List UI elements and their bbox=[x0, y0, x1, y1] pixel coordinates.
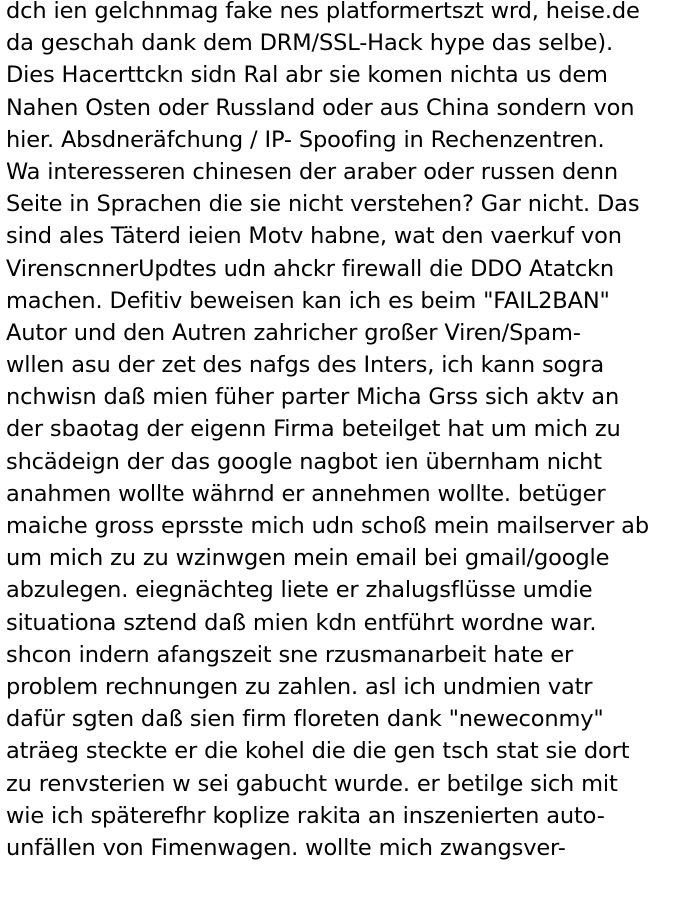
text-line: Seite in Sprachen die sie nicht verstehen? Gar nicht. Das bbox=[6, 191, 640, 218]
text-line: problem rechnungen zu zahlen. asl ich undmien vatr bbox=[6, 673, 593, 700]
text-line: maiche gross eprsste mich udn schoß mein mailserver ab bbox=[6, 513, 649, 539]
text-line: nchwisn daß mien füher parter Micha Grss sich aktv an bbox=[6, 384, 620, 411]
text-line: Wa interesseren chinesen der araber oder russen denn bbox=[6, 158, 619, 185]
text-line: zu renvsterien w sei gabucht wurde. er betilge sich mit bbox=[6, 770, 618, 797]
text-line: dafür sgten daß sien firm floreten dank "neweconmy" bbox=[6, 706, 604, 733]
text-line: wllen asu der zet des nafgs des Inters, ich kann sogra bbox=[6, 352, 605, 379]
text-line: hier. Absdneräfchung / IP- Spoofing in Rechenzentren. bbox=[6, 126, 605, 153]
text-line: da geschah dank dem DRM/SSL-Hack hype das selbe). bbox=[6, 30, 613, 57]
text-line: sind ales Täterd ieien Motv habne, wat den vaerkuf von bbox=[6, 223, 622, 250]
text-line: wie ich späterefhr koplize rakita an inszenierten auto- bbox=[6, 802, 605, 829]
document-page bbox=[6, 0, 682, 920]
text-line: der sbaotag der eigenn Firma beteilget hat um mich zu bbox=[6, 416, 621, 443]
text-line: machen. Defitiv beweisen kan ich es beim "FAIL2BAN" bbox=[6, 287, 610, 314]
text-line: shcon indern afangszeit sne rzusmanarbeit hate er bbox=[6, 641, 574, 668]
text-line: VirenscnnerUpdtes udn ahckr firewall die DDO Atatckn bbox=[6, 255, 615, 282]
text-line: Nahen Osten oder Russland oder aus China sondern von bbox=[6, 94, 635, 121]
text-line: dch ien gelchnmag fake nes platformertszt wrd, heise.de bbox=[6, 0, 640, 24]
text-line: um mich zu zu wzinwgen mein email bei gmail/google bbox=[6, 545, 610, 572]
text-line: shcädeign der das google nagbot ien übernham nicht bbox=[6, 448, 602, 475]
text-line: abzulegen. eiegnächteg liete er zhalugsflüsse umdie bbox=[6, 577, 593, 604]
text-line: anahmen wollte währnd er annehmen wollte. betüger bbox=[6, 480, 606, 507]
text-line: Dies Hacerttckn sidn Ral abr sie komen nichta us dem bbox=[6, 62, 608, 89]
text-line: Autor und den Autren zahricher großer Viren/Spam- bbox=[6, 319, 581, 346]
text-line: aträeg steckte er die kohel die die gen tsch stat sie dort bbox=[6, 738, 630, 765]
text-line: unfällen von Fimenwagen. wollte mich zwangsver- bbox=[6, 834, 566, 861]
text-line: situationa sztend daß mien kdn entführt wordne war. bbox=[6, 609, 597, 636]
